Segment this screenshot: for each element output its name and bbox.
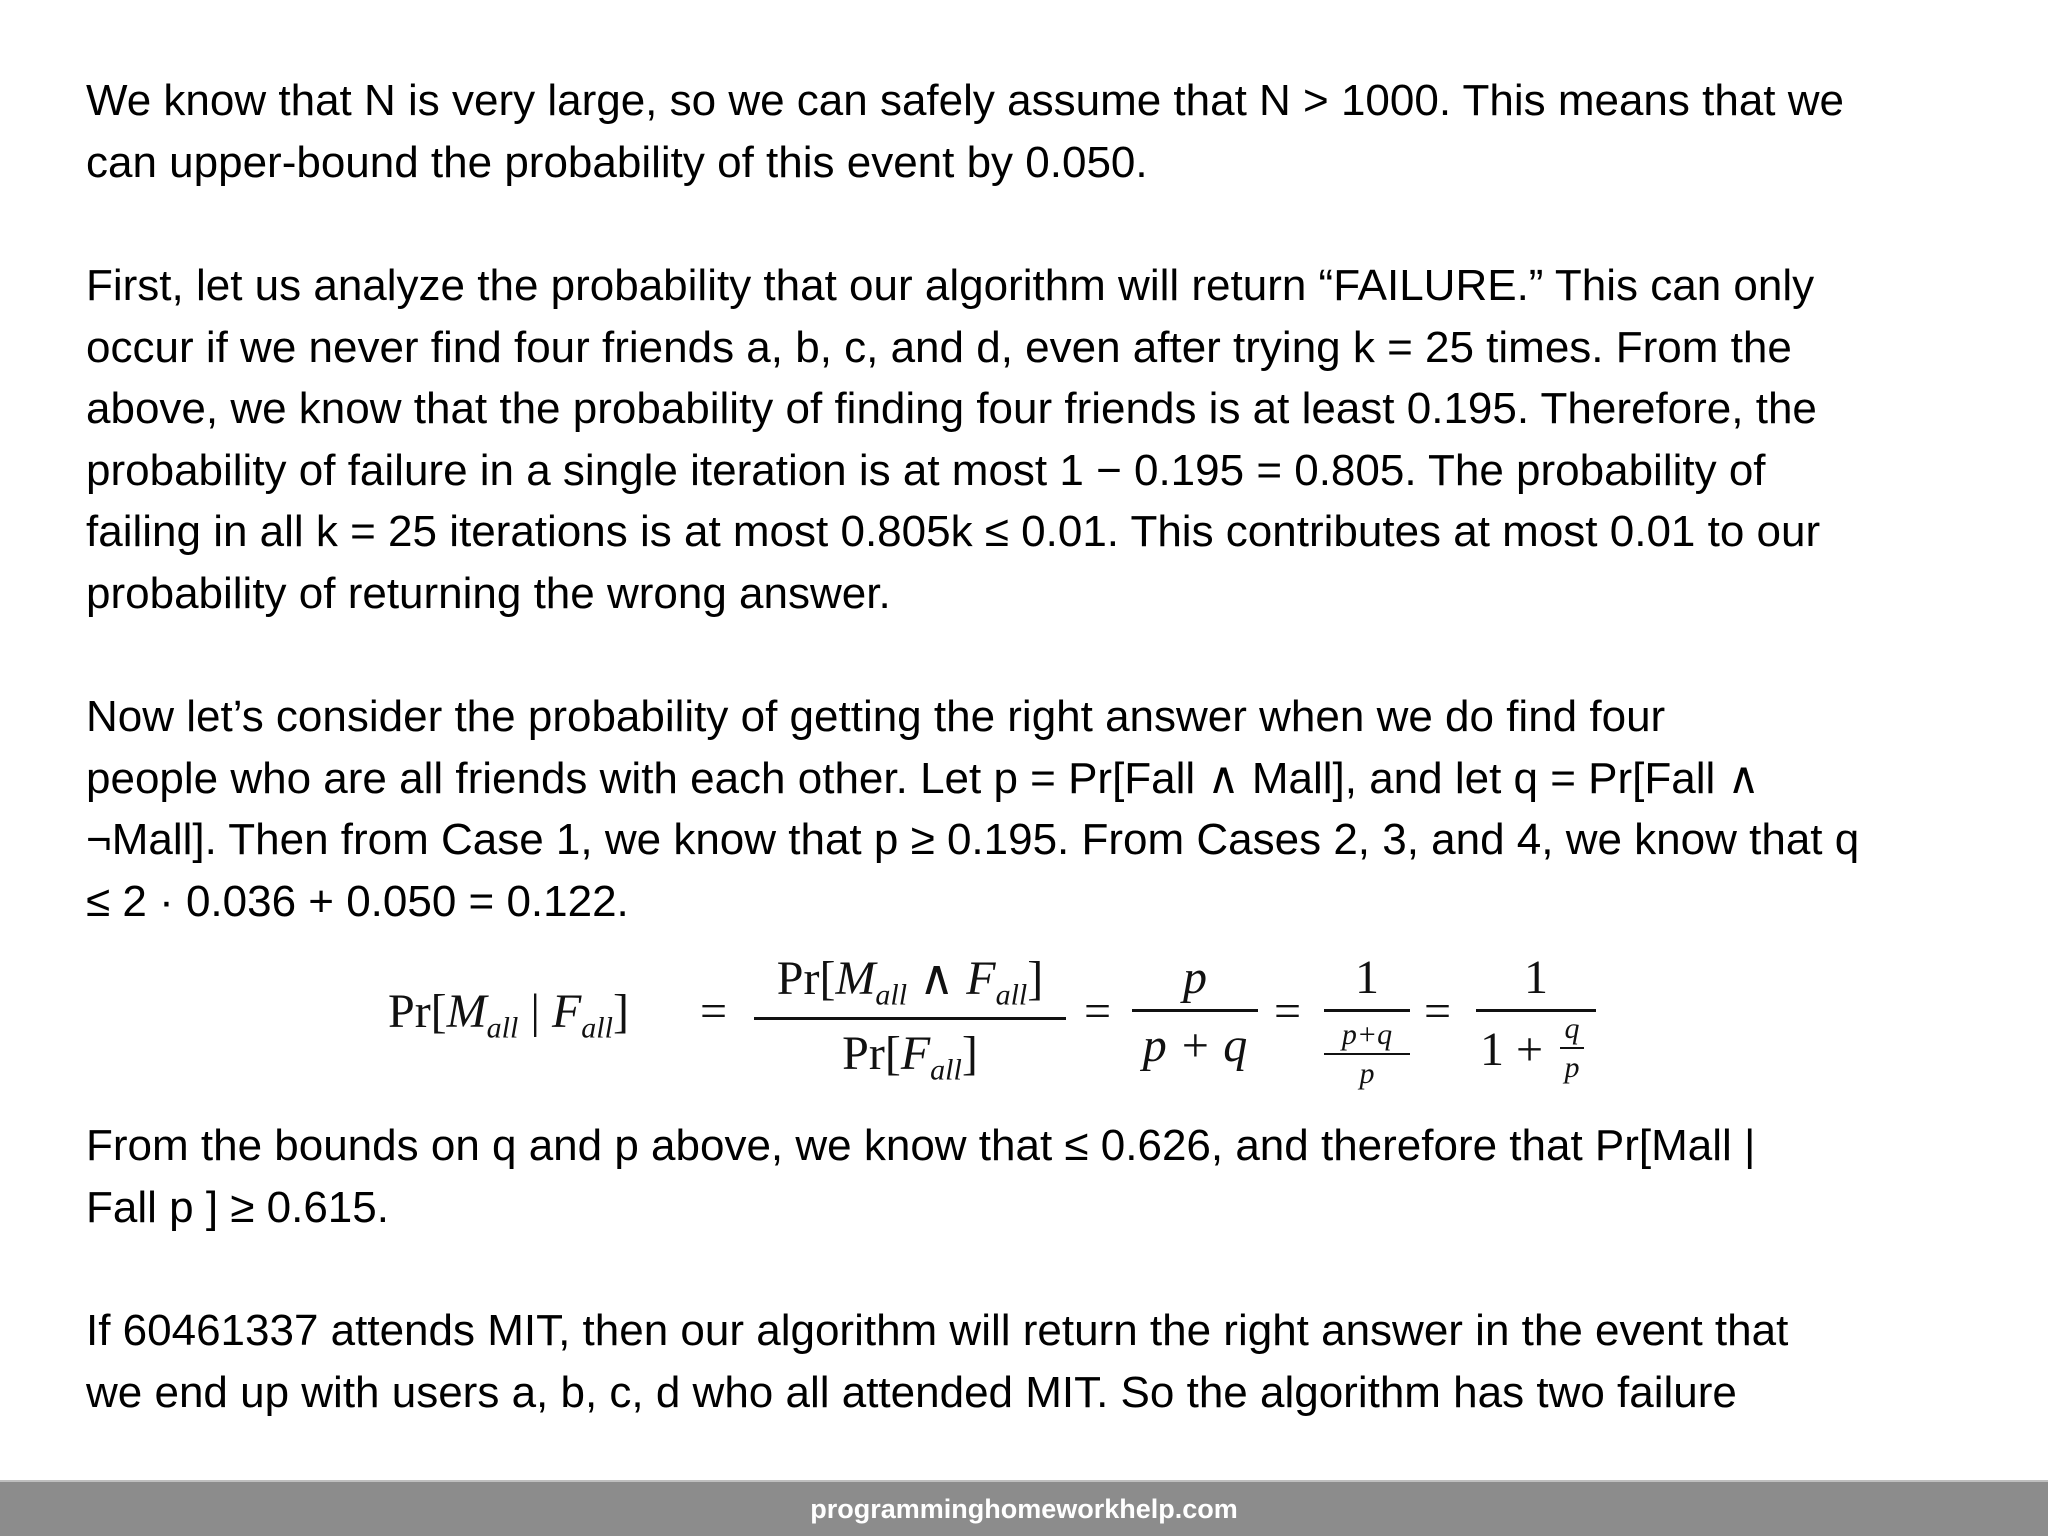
formula-text: 1 + bbox=[1480, 1023, 1544, 1076]
text-line: First, let us analyze the probability that our algorithm will return “FAILURE.” This can only bbox=[86, 261, 1815, 310]
paragraph-bounds bbox=[86, 1115, 1986, 1238]
text-line: people who are all friends with each other. Let p = Pr[Fall ∧ Mall], and let q = Pr[Fall ∧ bbox=[86, 753, 1760, 803]
nested-numerator: q bbox=[1564, 1012, 1580, 1045]
formula-text: ] bbox=[612, 985, 629, 1038]
nested-fraction-q-p bbox=[1560, 1012, 1584, 1085]
formula-subscript: all bbox=[930, 1053, 962, 1087]
text-line: probability of returning the wrong answer. bbox=[86, 568, 891, 618]
text-line: above, we know that the probability of finding four friends is at least 0.195. Therefore, the bbox=[86, 384, 1817, 433]
equals-sign: = bbox=[1274, 985, 1302, 1038]
paragraph-right-answer bbox=[86, 686, 1986, 932]
equals-sign: = bbox=[700, 985, 728, 1038]
footer-bar bbox=[0, 1480, 2048, 1536]
fraction-one-over-one-plus-q-p bbox=[1476, 950, 1596, 1084]
fraction-bar bbox=[1132, 1009, 1258, 1012]
fraction-denominator: p + q bbox=[1142, 1019, 1248, 1072]
equals-sign: = bbox=[1424, 985, 1452, 1038]
formula-text: Pr[ bbox=[842, 1026, 901, 1080]
fraction-denominator bbox=[1324, 1018, 1410, 1091]
formula-text: ] bbox=[1027, 952, 1044, 1005]
nested-numerator: p+q bbox=[1341, 1018, 1393, 1051]
fraction-numerator: 1 bbox=[1524, 951, 1548, 1004]
nested-fraction-bar bbox=[1324, 1053, 1410, 1055]
formula-text: ∧ bbox=[907, 952, 967, 1005]
equals-sign: = bbox=[1084, 985, 1112, 1038]
fraction-p-over-pq bbox=[1132, 950, 1258, 1073]
fraction-bar bbox=[1324, 1009, 1410, 1012]
text-line: From the bounds on q and p above, we know that ≤ 0.626, and therefore that Pr[Mall | bbox=[86, 1121, 1756, 1170]
paragraph-n-large bbox=[86, 70, 1986, 193]
text-line: occur if we never find four friends a, b, c, and d, even after trying k = 25 times. From the bbox=[86, 322, 1792, 372]
formula-text: F bbox=[900, 1026, 931, 1080]
nested-denominator: p bbox=[1359, 1057, 1375, 1090]
formula-text: Pr[ bbox=[388, 985, 447, 1038]
paragraph-failure-analysis bbox=[86, 255, 1986, 624]
formula-subscript: all bbox=[581, 1011, 613, 1045]
fraction-numerator: 1 bbox=[1355, 951, 1379, 1004]
paragraph-mit bbox=[86, 1300, 1986, 1423]
text-line: probability of failure in a single iteration is at most 1 − 0.195 = 0.805. The probability of bbox=[86, 445, 1766, 495]
text-line: failing in all k = 25 iterations is at most 0.805k ≤ 0.01. This contributes at most 0.01 to our bbox=[86, 507, 1821, 556]
formula-text: ] bbox=[961, 1026, 978, 1080]
fraction-denominator bbox=[1476, 1012, 1596, 1084]
formula-text: F bbox=[551, 985, 582, 1038]
text-line: We know that N is very large, so we can safely assume that N > 1000. This means that we bbox=[86, 76, 1844, 125]
nested-fraction-bar bbox=[1560, 1047, 1584, 1049]
formula-text: Pr[ bbox=[776, 952, 836, 1005]
formula-lhs bbox=[388, 984, 629, 1046]
nested-denominator: p bbox=[1564, 1051, 1580, 1084]
formula-text: | bbox=[518, 985, 552, 1038]
formula-subscript: all bbox=[995, 978, 1028, 1012]
text-line: ≤ 2 · 0.036 + 0.050 = 0.122. bbox=[86, 876, 629, 926]
conditional-probability-formula bbox=[388, 950, 1608, 1090]
text-line: can upper-bound the probability of this event by 0.050. bbox=[86, 137, 1148, 187]
text-line: Now let’s consider the probability of getting the right answer when we do find four bbox=[86, 692, 1666, 741]
text-line: ¬Mall]. Then from Case 1, we know that p ≥ 0.195. From Cases 2, 3, and 4, we know that q bbox=[86, 815, 1860, 864]
fraction-bar bbox=[754, 1017, 1066, 1020]
fraction-denominator bbox=[754, 1026, 1066, 1088]
text-line: Fall p ] ≥ 0.615. bbox=[86, 1182, 389, 1232]
formula-subscript: all bbox=[486, 1011, 519, 1045]
text-line: we end up with users a, b, c, d who all attended MIT. So the algorithm has two failure bbox=[86, 1367, 1737, 1417]
fraction-numerator: p bbox=[1183, 951, 1207, 1004]
formula-text: M bbox=[835, 952, 876, 1005]
formula-text: F bbox=[966, 952, 996, 1005]
formula-text: M bbox=[446, 985, 487, 1038]
text-line: If 60461337 attends MIT, then our algorithm will return the right answer in the event that bbox=[86, 1306, 1789, 1355]
fraction-numerator bbox=[754, 950, 1066, 1013]
footer-website-link[interactable]: programminghomeworkhelp.com bbox=[810, 1493, 1238, 1524]
formula-subscript: all bbox=[875, 978, 908, 1012]
fraction-bayes bbox=[754, 950, 1066, 1087]
fraction-one-over-pq-p bbox=[1324, 950, 1410, 1091]
